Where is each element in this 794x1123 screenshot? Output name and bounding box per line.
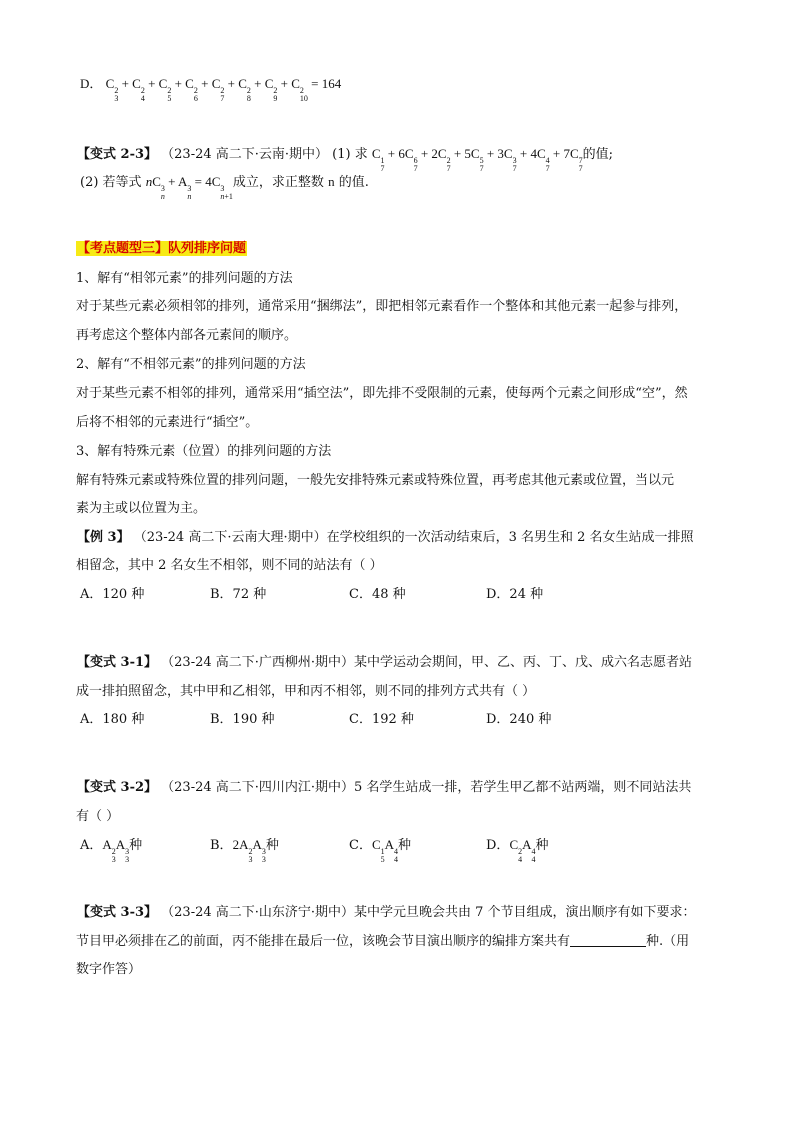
- variant-3-2-line2: 有（ ）: [76, 809, 120, 824]
- section-title-line: [76, 240, 247, 258]
- variant-3-2-option-a[interactable]: [80, 836, 142, 864]
- variant-3-1-line1: [77, 654, 692, 672]
- variant-3-2-option-d[interactable]: [486, 836, 549, 864]
- option-d-label: D．: [80, 76, 103, 91]
- method-1-line1: 对于某些元素必须相邻的排列，通常采用“捆绑法”，即把相邻元素看作一个整体和其他元素一起参与排列，: [76, 299, 688, 314]
- example-3-line1: [77, 529, 694, 547]
- variant-3-2-option-b[interactable]: [210, 836, 279, 864]
- variant-3-3-tag: 【变式 3-3】: [77, 905, 158, 920]
- variant-3-2-option-c-formula: C 1 5 A 4 4: [371, 837, 399, 864]
- variant-3-2-option-a-formula: A 2 3 A 3 3: [102, 837, 130, 864]
- example-3-text1: （23-24 高二下·云南大理·期中）在学校组织的一次活动结束后，3 名男生和 2 名女生站成一排照: [129, 530, 694, 545]
- variant-3-1-option-a[interactable]: A．180 种: [80, 712, 145, 727]
- example-3-line2: 相留念，其中 2 名女生不相邻，则不同的站法有（ ）: [76, 558, 383, 573]
- variant-2-3-var-n: n: [328, 174, 335, 189]
- variant-2-3-part1-suffix: 的值;: [582, 147, 614, 162]
- variant-3-2-line1: [77, 779, 691, 797]
- method-3-title: 3、解有特殊元素（位置）的排列问题的方法: [76, 444, 332, 459]
- variant-2-3-part2-formula: nC 3 n + A 3 n = 4C 3 n+1: [145, 174, 233, 201]
- variant-3-2-option-c-label: C．: [349, 838, 372, 853]
- variant-3-2-option-b-formula: 2A 2 3 A 3 3: [232, 837, 266, 864]
- variant-3-2-option-a-label: A．: [80, 838, 103, 853]
- variant-3-2-text1: （23-24 高二下·四川内江·期中）5 名学生站成一排，若学生甲乙都不站两端，则不同站法共: [157, 780, 692, 795]
- example-3-option-d[interactable]: D．24 种: [486, 587, 544, 602]
- variant-3-3-line1: [77, 904, 696, 922]
- method-3-line1: 解有特殊元素或特殊位置的排列问题，一般先安排特殊元素或特殊位置，再考虑其他元素或位置，当以元: [76, 473, 675, 488]
- variant-2-3-part2-suffix: 的值.: [338, 175, 369, 190]
- option-d-sum-line: [80, 75, 341, 103]
- variant-2-3-line2: [80, 173, 369, 201]
- variant-3-2-option-c[interactable]: [349, 836, 411, 864]
- example-3-tag: 【例 3】: [77, 530, 130, 545]
- method-3-line2: 素为主或以位置为主。: [76, 501, 207, 516]
- variant-3-2-option-d-label: D．: [486, 838, 510, 853]
- variant-3-3-text2-suffix: 种.（用: [646, 934, 690, 949]
- variant-2-3-tag: 【变式 2-3】: [77, 147, 158, 162]
- variant-3-2-option-a-unit: 种: [129, 838, 143, 853]
- example-3-option-a[interactable]: A．120 种: [80, 587, 145, 602]
- variant-3-2-tag: 【变式 3-2】: [77, 780, 158, 795]
- variant-3-2-option-d-unit: 种: [535, 838, 549, 853]
- variant-3-2-option-b-unit: 种: [265, 838, 279, 853]
- section-title: 【考点题型三】队列排序问题: [77, 241, 247, 256]
- variant-3-1-text1: （23-24 高二下·广西柳州·期中）某中学运动会期间，甲、乙、丙、丁、戊、成六名志愿者站: [157, 655, 693, 670]
- option-d-sum-formula: C 2 3 + C 2 4 + C 2 5 + C 2 6 + C 2 7 + C 2 8 + C 2 9 + C 2 10: [105, 76, 308, 103]
- variant-2-3-source: （23-24 高二下·云南·期中）: [161, 147, 329, 162]
- variant-3-3-text2: 节目甲必须排在乙的前面，丙不能排在最后一位，该晚会节目演出顺序的编排方案共有: [76, 934, 571, 949]
- method-2-title: 2、解有“不相邻元素”的排列问题的方法: [76, 357, 306, 372]
- option-d-result: = 164: [311, 76, 342, 91]
- variant-3-1-option-b[interactable]: B．190 种: [210, 712, 275, 727]
- variant-2-3-part1-formula: C 1 7 + 6C 6 7 + 2C 2 7 + 5C 5 7 + 3C 3 7 + 4C 4 7 + 7C 7 7: [371, 146, 583, 173]
- variant-3-2-option-d-formula: C 2 4 A 4 4: [509, 837, 536, 864]
- variant-3-3-text1: （23-24 高二下·山东济宁·期中）某中学元旦晚会共由 7 个节目组成，演出顺序有如下要求：: [157, 905, 696, 920]
- variant-3-1-line2: 成一排拍照留念，其中甲和乙相邻，甲和丙不相邻，则不同的排列方式共有（ ）: [76, 684, 536, 699]
- variant-2-3-part2-mid: 成立，求正整数: [232, 175, 324, 190]
- method-2-line2: 后将不相邻的元素进行“插空”。: [76, 415, 259, 430]
- variant-3-3-line2: [76, 933, 689, 951]
- example-3-option-c[interactable]: C．48 种: [349, 587, 406, 602]
- variant-3-2-option-b-label: B．: [210, 838, 233, 853]
- variant-2-3-part2-prefix: (2) 若等式: [80, 175, 142, 190]
- method-1-line2: 再考虑这个整体内部各元素间的顺序。: [76, 328, 298, 343]
- answer-blank[interactable]: [570, 934, 646, 947]
- method-2-line1: 对于某些元素不相邻的排列，通常采用“插空法”，即先排不受限制的元素，使每两个元素之间形成“空”，然: [76, 386, 688, 401]
- method-1-title: 1、解有“相邻元素”的排列问题的方法: [76, 271, 293, 286]
- variant-2-3-part1-prefix: (1) 求: [332, 147, 368, 162]
- variant-3-1-tag: 【变式 3-1】: [77, 655, 158, 670]
- variant-3-1-option-d[interactable]: D．240 种: [486, 712, 552, 727]
- variant-2-3-line1: [77, 145, 613, 173]
- variant-3-1-option-c[interactable]: C．192 种: [349, 712, 414, 727]
- variant-3-3-line3: 数字作答）: [76, 962, 142, 977]
- example-3-option-b[interactable]: B．72 种: [210, 587, 267, 602]
- variant-3-2-option-c-unit: 种: [398, 838, 412, 853]
